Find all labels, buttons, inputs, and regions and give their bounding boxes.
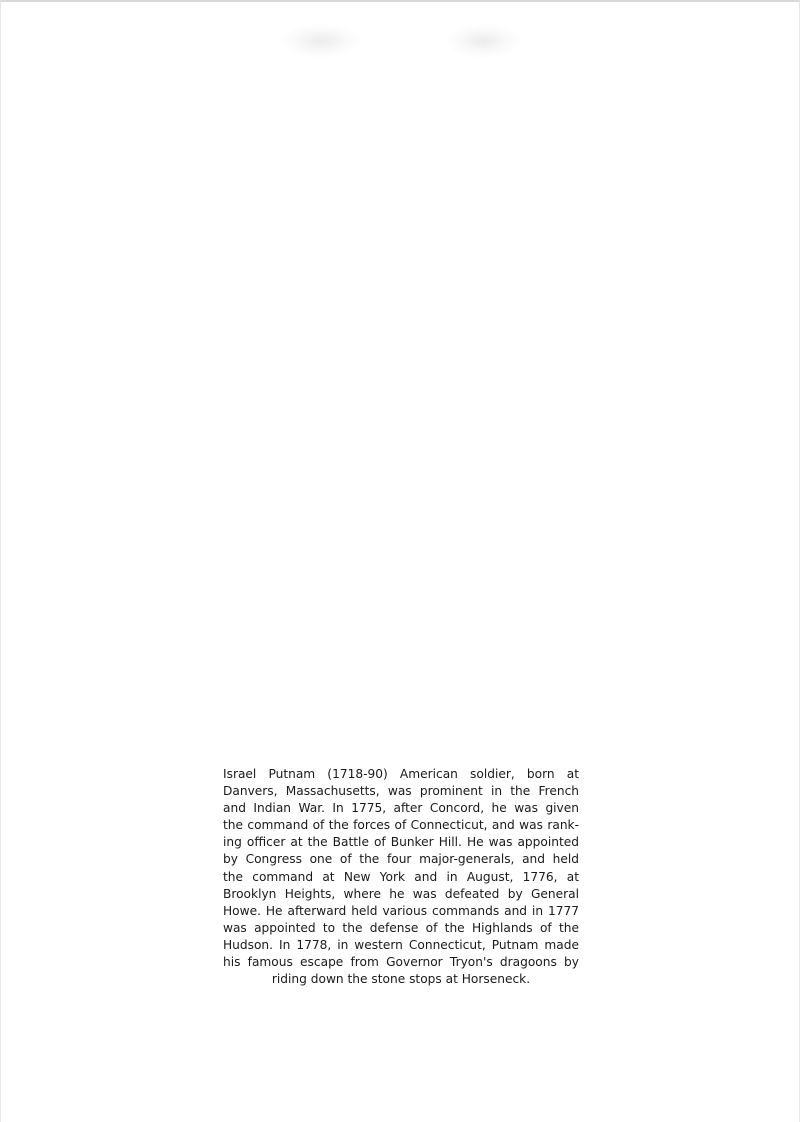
caption-line: the command at New York and in August, 1776, at — [223, 869, 579, 884]
paper-smudge-left — [281, 24, 361, 58]
biography-caption — [223, 766, 579, 988]
caption-line: and Indian War. In 1775, after Concord, he was given — [223, 801, 579, 816]
caption-line: Brooklyn Heights, where he was defeated by General — [223, 886, 579, 901]
caption-line: his famous escape from Governor Tryon's dragoons by — [223, 955, 579, 970]
caption-line: Danvers, Massachusetts, was prominent in the French — [223, 784, 579, 799]
caption-line: the command of the forces of Connecticut, and was rank- — [223, 818, 579, 833]
caption-line: was appointed to the defense of the Highlands of the — [223, 920, 579, 935]
caption-line: ing officer at the Battle of Bunker Hill. He was appointed — [223, 835, 579, 850]
paper-smudge-right — [446, 24, 521, 58]
caption-line: Israel Putnam (1718-90) American soldier, born at — [223, 767, 579, 781]
caption-line-final: riding down the stone stops at Horseneck. — [271, 972, 531, 987]
caption-line: by Congress one of the four major-generals, and held — [223, 852, 579, 867]
caption-line: Hudson. In 1778, in western Connecticut, Putnam made — [223, 937, 579, 952]
caption-line: Howe. He afterward held various commands and in 1777 — [223, 903, 579, 918]
